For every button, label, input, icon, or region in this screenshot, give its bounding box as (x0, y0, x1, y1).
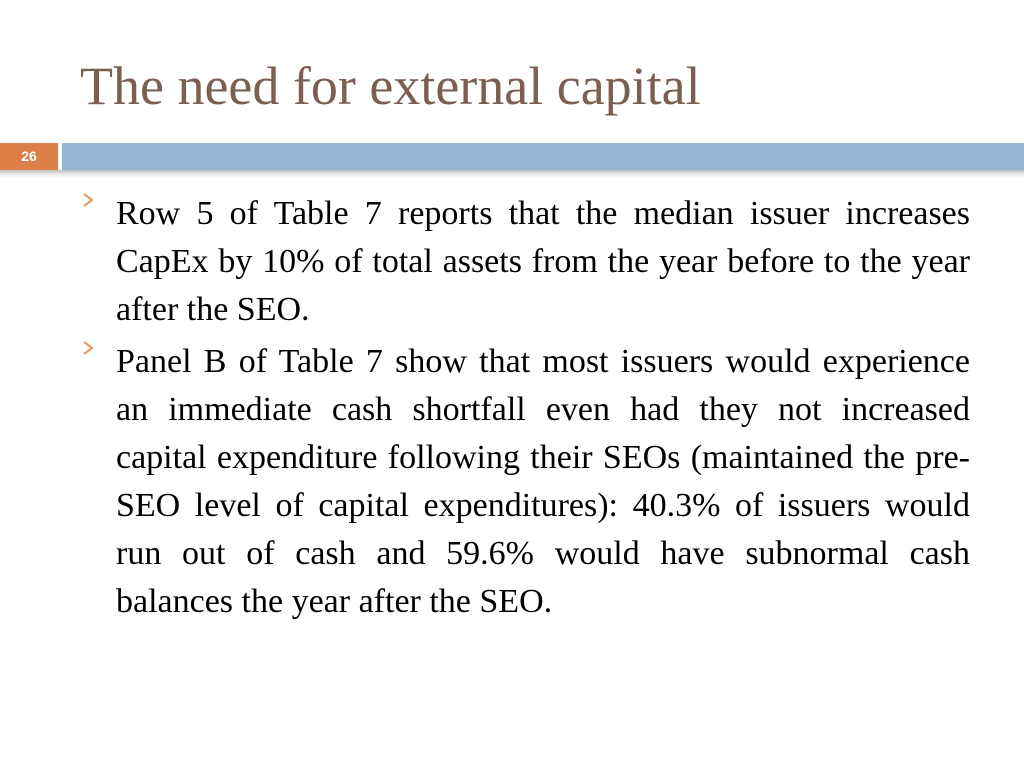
bullet-text: Row 5 of Table 7 reports that the median issuer increases CapEx by 10% of total assets from the year before to the year after the SEO. (116, 195, 970, 328)
slide-title: The need for external capital (80, 56, 701, 116)
bullet-text: Panel B of Table 7 show that most issuers would experience an immediate cash shortfall even had they not increased capital expenditure following their SEOs (maintained the pre-SEO level of capital expenditures): 40.3% of issuers would run out of cash and 59.6% would have subnormal cash balances the year after the SEO. (116, 343, 970, 620)
header-band-shadow (0, 170, 1024, 178)
bullet-item (80, 190, 970, 334)
chevron-right-icon (80, 340, 96, 356)
chevron-right-icon (80, 192, 96, 208)
bullet-list (80, 190, 970, 630)
header-band (62, 143, 1024, 170)
bullet-item (80, 338, 970, 626)
slide-number: 26 (0, 143, 58, 170)
